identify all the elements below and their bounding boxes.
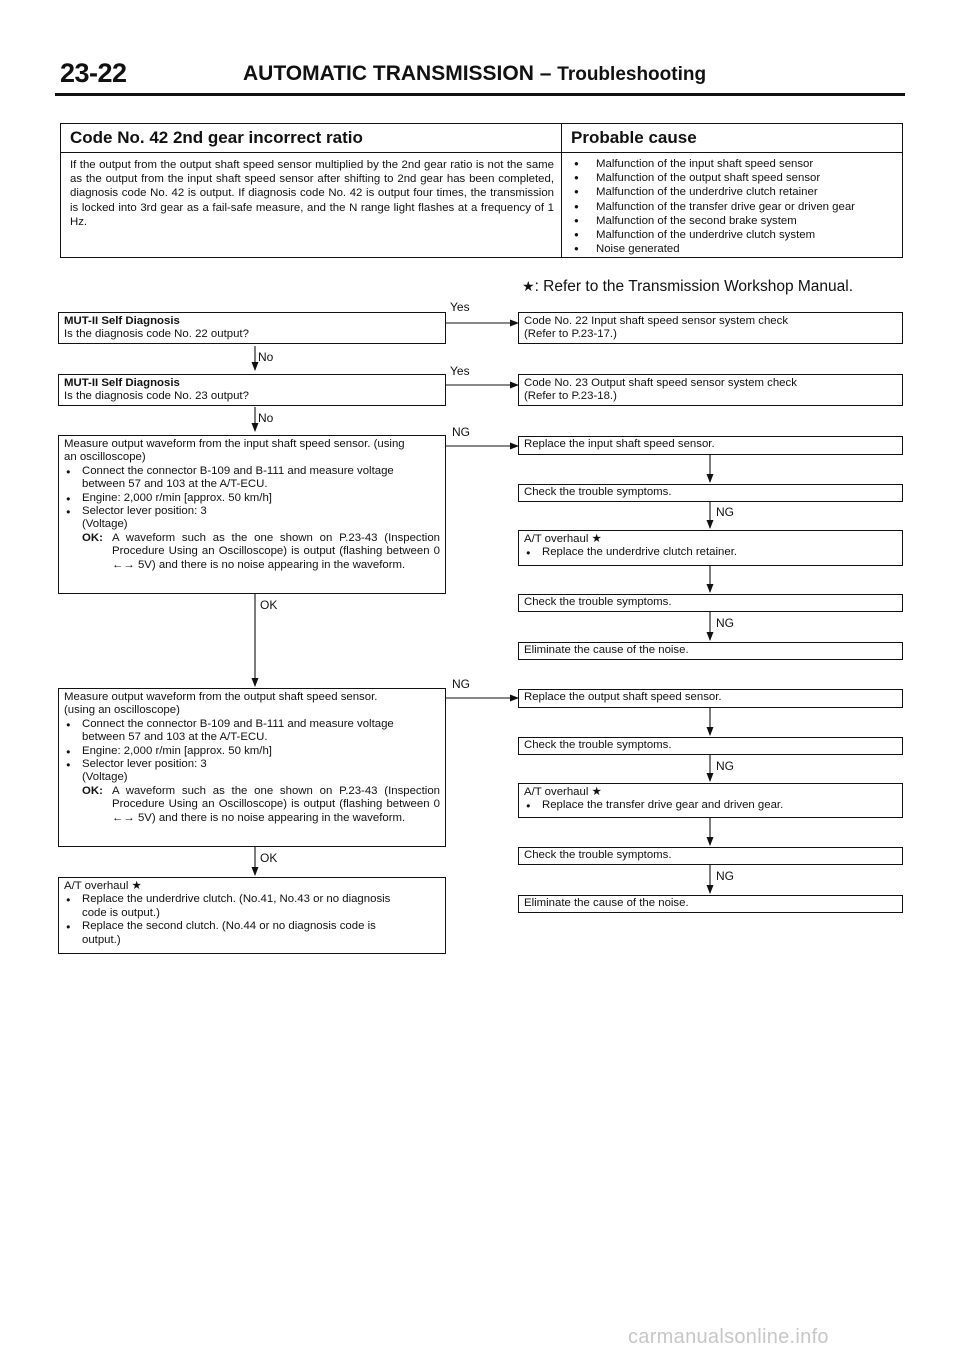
step3-r2-ng-label: NG xyxy=(716,505,734,519)
step1-yes-label: Yes xyxy=(450,300,470,314)
step3-bullet1b: between 57 and 103 at the A/T-ECU. xyxy=(82,478,268,491)
step3-voltage: (Voltage) xyxy=(82,518,128,531)
page-number: 23-22 xyxy=(60,58,127,88)
step2-yes-box xyxy=(518,374,903,406)
list-item: ● Malfunction of the underdrive clutch system xyxy=(571,228,855,242)
step4-intro2: (using an oscilloscope) xyxy=(64,704,180,717)
step4-r3-item: ● Replace the transfer drive gear and driven gear. xyxy=(524,799,897,812)
step5-bullet1 xyxy=(64,893,440,920)
step4-ok-text: A waveform such as the one shown on P.23-43 (Inspection Procedure Using an Oscilloscope) is output (flashing between 0 ←→ 5V) and there is no noise appearing in the waveform. xyxy=(112,784,440,824)
step2-title: MUT-II Self Diagnosis xyxy=(64,377,180,389)
step4-ok-label-text: OK: xyxy=(82,784,103,797)
step2-yes-label: Yes xyxy=(450,364,470,378)
step5-title: A/T overhaul xyxy=(64,880,129,892)
step3-ok-label-text: OK: xyxy=(82,531,103,544)
step3-r3-box xyxy=(518,530,903,566)
step4-bullet1 xyxy=(64,718,440,745)
step3-r4-box: Check the trouble symptoms. xyxy=(518,594,903,612)
step1-yes-line1: Code No. 22 Input shaft speed sensor system check xyxy=(524,315,789,327)
step2-no-label: No xyxy=(258,411,274,425)
note-text: : Refer to the Transmission Workshop Manual. xyxy=(534,278,854,295)
watermark: carmanualsonline.info xyxy=(628,1326,829,1348)
list-item: ● Malfunction of the input shaft speed sensor xyxy=(571,157,855,171)
step4-r2-box: Check the trouble symptoms. xyxy=(518,737,903,755)
probable-cause-header: Probable cause xyxy=(571,128,697,147)
step4-r3-box xyxy=(518,783,903,818)
step5-bullet2b: output.) xyxy=(82,933,121,946)
step2-yes-line2: (Refer to P.23-18.) xyxy=(524,390,617,403)
step3-intro1: Measure output waveform from the input shaft speed sensor. (using xyxy=(64,438,405,450)
step4-r1-box: Replace the output shaft speed sensor. xyxy=(518,689,903,708)
step4-r4-box: Check the trouble symptoms. xyxy=(518,847,903,865)
step4-voltage: (Voltage) xyxy=(82,771,128,784)
step3-ok-criteria xyxy=(64,532,440,572)
step3-box xyxy=(58,435,446,594)
list-item: ● Malfunction of the underdrive clutch retainer xyxy=(571,185,855,199)
code-description: If the output from the output shaft speed sensor multiplied by the 2nd gear ratio is not the same as the output from the input shaft speed sensor after shifting to 2nd gear has been completed, diagnosis code No. 42 is output. If diagnosis code No. 42 is output four times, the transmission is locked into 3rd gear as a fail-safe measure, and the N range light flashes at a frequency of 1 Hz. xyxy=(70,159,554,228)
step4-r5-box: Eliminate the cause of the noise. xyxy=(518,895,903,913)
title-dash: – xyxy=(539,62,552,85)
list-item: ● Noise generated xyxy=(571,242,855,256)
step5-bullet2a: ● Replace the second clutch. (No.44 or no diagnosis code is xyxy=(82,920,376,933)
step5-bullet2 xyxy=(64,920,440,947)
step4-ng-label: NG xyxy=(452,677,470,691)
step2-box xyxy=(58,374,446,406)
subsection-title: Troubleshooting xyxy=(557,64,707,85)
step4-intro1: Measure output waveform from the output shaft speed sensor. xyxy=(64,691,378,703)
step1-title: MUT-II Self Diagnosis xyxy=(64,315,180,327)
code-title: Code No. 42 2nd gear incorrect ratio xyxy=(70,128,363,147)
step1-question: Is the diagnosis code No. 22 output? xyxy=(64,328,249,341)
step5-box xyxy=(58,877,446,954)
step3-ok-label: OK xyxy=(260,598,278,612)
step3-r4-ng-label: NG xyxy=(716,616,734,630)
star-icon: ★ xyxy=(522,278,535,294)
step4-ok-label: OK xyxy=(260,851,278,865)
section-title-main: AUTOMATIC TRANSMISSION xyxy=(243,62,534,85)
step4-bullet2: ● Engine: 2,000 r/min [approx. 50 km/h] xyxy=(64,745,440,758)
step3-r3-item: ● Replace the underdrive clutch retainer. xyxy=(524,546,897,559)
step1-box xyxy=(58,312,446,344)
step3-r2-box: Check the trouble symptoms. xyxy=(518,484,903,502)
list-item: ● Malfunction of the transfer drive gear or driven gear xyxy=(571,200,855,214)
step2-yes-line1: Code No. 23 Output shaft speed sensor system check xyxy=(524,377,797,389)
step3-bullet3: ● Selector lever position: 3 xyxy=(64,505,440,518)
step2-question: Is the diagnosis code No. 23 output? xyxy=(64,390,249,403)
step3-ok-text: A waveform such as the one shown on P.23-43 (Inspection Procedure Using an Oscilloscope) is output (flashing between 0 ←→ 5V) and there is no noise appearing in the waveform. xyxy=(112,531,440,571)
step3-ng-label: NG xyxy=(452,425,470,439)
step1-no-label: No xyxy=(258,350,274,364)
star-icon: ★ xyxy=(591,786,602,798)
step3-intro2: an oscilloscope) xyxy=(64,451,146,464)
step4-bullet1a: ● Connect the connector B-109 and B-111 and measure voltage xyxy=(82,717,394,730)
step3-r1-box: Replace the input shaft speed sensor. xyxy=(518,436,903,455)
star-icon: ★ xyxy=(131,880,142,892)
step4-r4-ng-label: NG xyxy=(716,869,734,883)
step3-bullet2: ● Engine: 2,000 r/min [approx. 50 km/h] xyxy=(64,492,440,505)
step5-bullet1a: ● Replace the underdrive clutch. (No.41, No.43 or no diagnosis xyxy=(82,893,391,906)
step3-bullet1a: ● Connect the connector B-109 and B-111 and measure voltage xyxy=(82,464,394,477)
step3-r5-box: Eliminate the cause of the noise. xyxy=(518,642,903,660)
star-icon: ★ xyxy=(591,533,602,545)
step1-yes-box xyxy=(518,312,903,344)
list-item: ● Malfunction of the second brake system xyxy=(571,214,855,228)
step4-box xyxy=(58,688,446,847)
step4-r3-title: A/T overhaul xyxy=(524,786,589,798)
step1-yes-line2: (Refer to P.23-17.) xyxy=(524,328,617,341)
step5-bullet1b: code is output.) xyxy=(82,906,160,919)
step3-bullet1 xyxy=(64,465,440,492)
step4-r2-ng-label: NG xyxy=(716,759,734,773)
step3-r3-title: A/T overhaul xyxy=(524,533,589,545)
list-item: ● Malfunction of the output shaft speed sensor xyxy=(571,171,855,185)
step4-bullet3: ● Selector lever position: 3 xyxy=(64,758,440,771)
step4-bullet1b: between 57 and 103 at the A/T-ECU. xyxy=(82,731,268,744)
step4-ok-criteria xyxy=(64,785,440,825)
